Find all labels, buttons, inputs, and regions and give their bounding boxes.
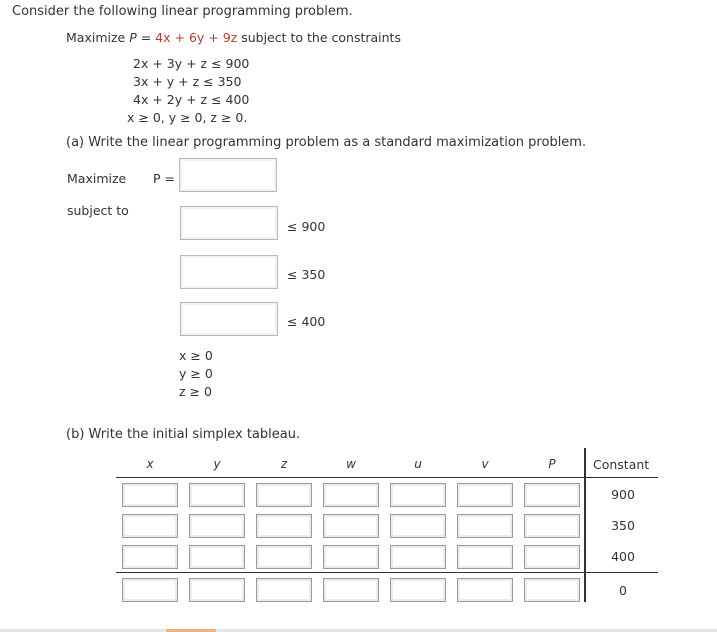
constraint-rhs-1: ≤ 900 [287, 219, 326, 234]
tableau-cell[interactable] [189, 545, 245, 569]
tableau-cell[interactable] [390, 578, 446, 602]
tableau-cell[interactable] [256, 545, 312, 569]
objective-equals: = [136, 30, 156, 45]
nonneg-z: z ≥ 0 [179, 384, 212, 399]
column-header-v: v [481, 457, 489, 471]
constant-value-4: 0 [619, 583, 627, 598]
tableau-cell[interactable] [457, 514, 513, 538]
column-header-w: w [346, 457, 356, 471]
tableau-cell[interactable] [189, 483, 245, 507]
column-header-p: P [548, 457, 556, 471]
objective-input[interactable] [179, 158, 277, 192]
tableau-cell[interactable] [390, 514, 446, 538]
constant-value-3: 400 [611, 549, 635, 564]
column-header-u: u [414, 457, 422, 471]
nonneg-x: x ≥ 0 [179, 348, 213, 363]
column-header-z: z [280, 457, 288, 471]
objective-line [66, 30, 401, 45]
tableau-cell[interactable] [457, 483, 513, 507]
tableau-cell[interactable] [189, 514, 245, 538]
tableau-cell[interactable] [122, 514, 178, 538]
part-a-heading: (a) Write the linear programming problem as a standard maximization problem. [66, 135, 587, 150]
tableau-cell[interactable] [323, 578, 379, 602]
constraint-2: 3x + y + z ≤ 350 [133, 74, 242, 89]
tableau-cell[interactable] [256, 483, 312, 507]
constant-header: Constant [593, 457, 650, 472]
constant-value-2: 350 [611, 518, 635, 533]
tableau-cell[interactable] [457, 545, 513, 569]
subject-to-label: subject to [67, 203, 129, 218]
tableau-cell[interactable] [524, 514, 580, 538]
tableau-cell[interactable] [323, 545, 379, 569]
objective-expression: 4x + 6y + 9z [155, 30, 238, 45]
intro-text: Consider the following linear programming problem. [12, 4, 353, 19]
tableau-cell[interactable] [122, 483, 178, 507]
tableau-cell[interactable] [390, 545, 446, 569]
tableau-objective-rule [116, 572, 658, 573]
tableau-cell[interactable] [256, 514, 312, 538]
objective-suffix: subject to the constraints [241, 30, 401, 45]
objective-maximize: Maximize [66, 30, 126, 45]
part-b-heading: (b) Write the initial simplex tableau. [66, 427, 301, 442]
tableau-cell[interactable] [457, 578, 513, 602]
tableau-cell[interactable] [390, 483, 446, 507]
tableau-cell[interactable] [323, 514, 379, 538]
constraint-rhs-2: ≤ 350 [287, 267, 326, 282]
p-equals-label: P = [153, 171, 175, 186]
tableau-cell[interactable] [256, 578, 312, 602]
tableau-cell[interactable] [524, 578, 580, 602]
tableau-cell[interactable] [122, 578, 178, 602]
constraint-input-3[interactable] [180, 302, 278, 336]
objective-p: P [129, 30, 137, 45]
column-header-x: x [146, 457, 154, 471]
tableau-cell[interactable] [189, 578, 245, 602]
nonnegativity-line: x ≥ 0, y ≥ 0, z ≥ 0. [127, 110, 248, 125]
tableau-vertical-rule [584, 448, 586, 602]
constraint-3: 4x + 2y + z ≤ 400 [133, 92, 250, 107]
constraint-input-1[interactable] [180, 206, 278, 240]
tableau-cell[interactable] [524, 483, 580, 507]
constraint-rhs-3: ≤ 400 [287, 314, 326, 329]
maximize-label: Maximize [67, 171, 127, 186]
tableau-cell[interactable] [323, 483, 379, 507]
tableau-cell[interactable] [122, 545, 178, 569]
nonneg-y: y ≥ 0 [179, 366, 213, 381]
constraint-input-2[interactable] [180, 255, 278, 289]
tableau-cell[interactable] [524, 545, 580, 569]
column-header-y: y [213, 457, 221, 471]
tableau-top-rule [116, 477, 658, 478]
constraint-1: 2x + 3y + z ≤ 900 [133, 56, 250, 71]
constant-value-1: 900 [611, 487, 635, 502]
